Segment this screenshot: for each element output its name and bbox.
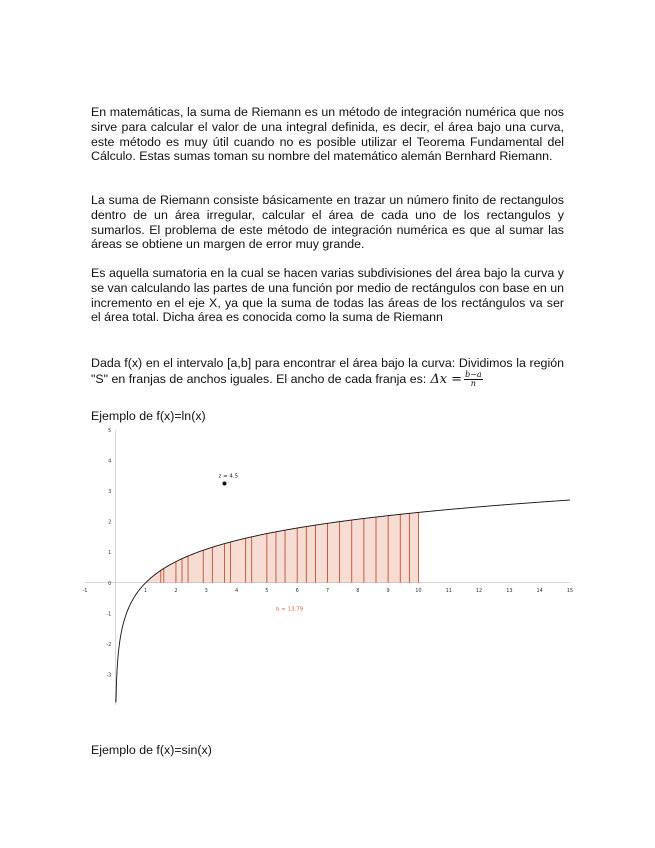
x-tick-label: 15 xyxy=(566,587,574,594)
point-marker xyxy=(222,481,226,485)
x-tick-label: -1 xyxy=(82,587,88,594)
y-tick-label: -1 xyxy=(106,611,112,618)
x-tick-label: 5 xyxy=(265,587,269,594)
x-tick-label: 11 xyxy=(445,587,452,594)
x-tick-label: 4 xyxy=(234,587,239,594)
y-tick-label: -3 xyxy=(106,672,112,679)
x-tick-label: 1 xyxy=(144,587,148,594)
formula-lhs: Δx = xyxy=(430,371,463,387)
paragraph-interval xyxy=(91,356,564,388)
y-tick-label: 3 xyxy=(108,489,112,496)
riemann-rectangles xyxy=(146,512,419,582)
ln-riemann-graph xyxy=(82,428,574,705)
y-tick-label: -2 xyxy=(106,641,112,648)
x-tick-label: 2 xyxy=(174,587,178,594)
paragraph-interval-text: Dada f(x) en el intervalo [a,b] para encontrar el área bajo la curva: Dividimos la región "S" en franjas de anchos iguales. El ancho de cada franja es: xyxy=(91,356,564,386)
x-tick-label: 9 xyxy=(386,587,390,594)
formula-fraction xyxy=(464,371,483,388)
y-tick-label: 0 xyxy=(108,580,112,587)
example-sin-label: Ejemplo de f(x)=sin(x) xyxy=(91,743,212,757)
y-tick-label: 1 xyxy=(108,550,112,557)
x-tick-label: 6 xyxy=(295,587,299,594)
formula-denominator: n xyxy=(470,378,476,388)
area-label: b = 13.79 xyxy=(275,606,304,613)
point-label: z = 4.5 xyxy=(218,473,239,480)
y-tick-label: 2 xyxy=(108,519,112,526)
y-tick-label: 5 xyxy=(108,428,112,434)
example-ln-label: Ejemplo de f(x)=ln(x) xyxy=(91,409,206,423)
delta-x-formula xyxy=(430,371,482,388)
x-tick-label: 10 xyxy=(415,587,422,594)
x-tick-label: 8 xyxy=(356,587,360,594)
shaded-area xyxy=(146,512,419,582)
x-tick-label: 12 xyxy=(475,587,483,594)
x-tick-label: 3 xyxy=(204,587,208,594)
paragraph-definition: La suma de Riemann consiste básicamente en trazar un número finito de rectangulos dentro de un área irregular, calcular el área de cada uno de los rectangulos y sumarlos. El problema de este método de integración numérica es que al sumar las áreas se obtiene un margen de error muy grande. xyxy=(91,193,564,252)
paragraph-intro: En matemáticas, la suma de Riemann es un método de integración numérica que nos sirve para calcular el valor de una integral definida, es decir, el área bajo una curva, este método es muy útil cuando no es posible utilizar el Teorema Fundamental del Cálculo. Estas sumas toman su nombre del matemático alemán Bernhard Riemann. xyxy=(91,105,564,164)
x-tick-label: 13 xyxy=(506,587,513,594)
paragraph-summation: Es aquella sumatoria en la cual se hacen varias subdivisiones del área bajo la curva y se van calculando las partes de una función por medio de rectángulos con base en un incremento en el eje X, ya que la suma de todas las áreas de los rectángulos va ser el área total. Dicha área es conocida como la suma de Riemann xyxy=(91,266,564,325)
x-tick-label: 14 xyxy=(536,587,543,594)
x-tick-label: 7 xyxy=(325,587,330,594)
formula-numerator: b−a xyxy=(465,369,482,379)
y-tick-label: 4 xyxy=(108,458,112,465)
